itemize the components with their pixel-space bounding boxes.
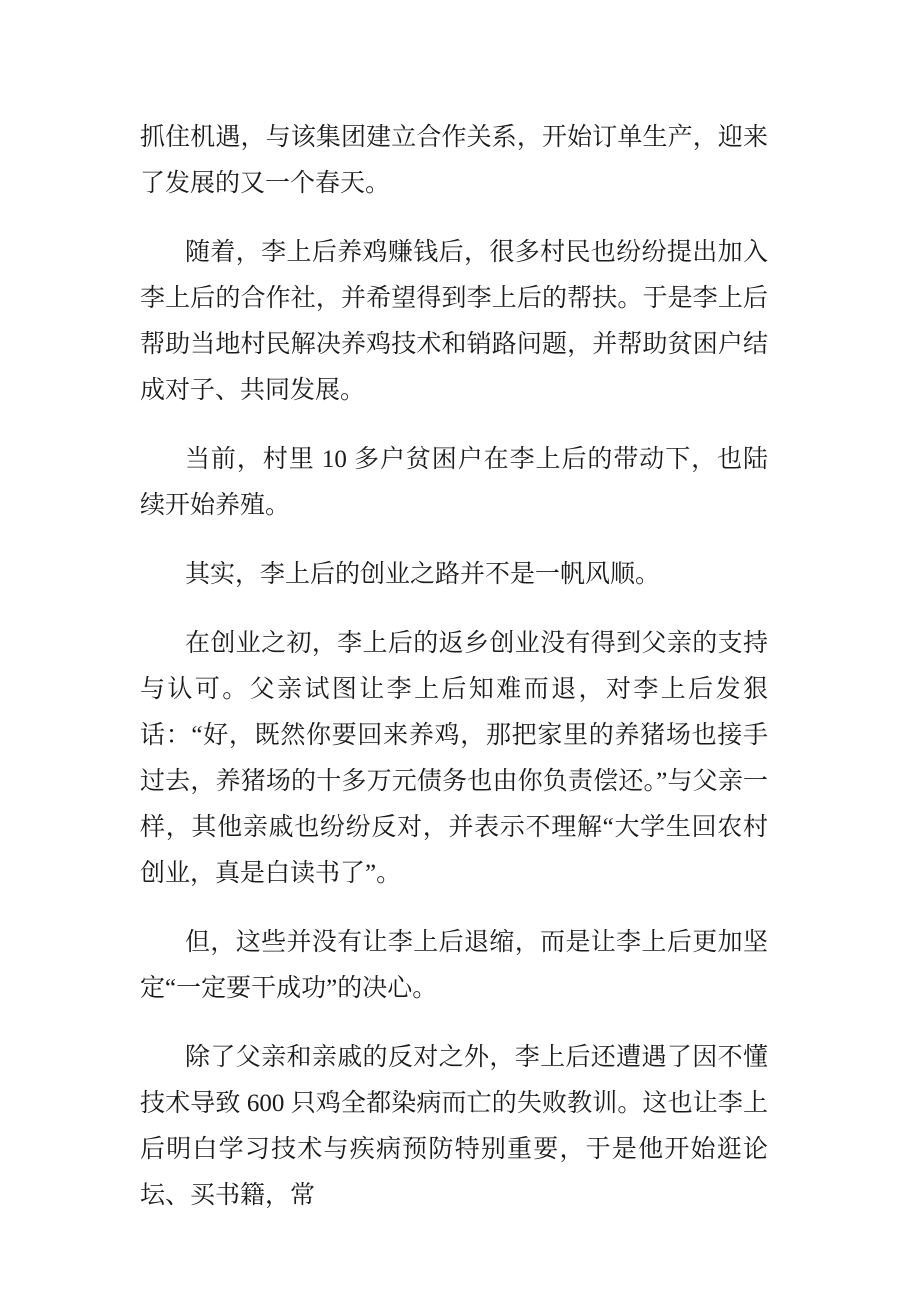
paragraph: 抓住机遇，与该集团建立合作关系，开始订单生产，迎来了发展的又一个春天。 bbox=[140, 124, 768, 197]
paragraph: 其实，李上后的创业之路并不是一帆风顺。 bbox=[185, 561, 661, 588]
paragraph: 在创业之初，李上后的返乡创业没有得到父亲的支持与认可。父亲试图让李上后知难而退，对李上后发狠话：“好，既然你要回来养鸡，那把家里的养猪场也接手过去，养猪场的十多万元债务也由你负责偿还。”与父亲一样，其他亲戚也纷纷反对，并表示不理解“大学生回农村创业，真是白读书了”。 bbox=[140, 630, 768, 887]
paragraph: 除了父亲和亲戚的反对之外，李上后还遭遇了因不懂技术导致 600 只鸡全都染病而亡的失败教训。这也让李上后明白学习技术与疾病预防特别重要，于是他开始逛论坛、买书籍，常 bbox=[140, 1044, 768, 1209]
paragraph: 当前，村里 10 多户贫困户在李上后的带动下，也陆续开始养殖。 bbox=[140, 446, 768, 519]
paragraph: 但，这些并没有让李上后退缩，而是让李上后更加坚定“一定要干成功”的决心。 bbox=[140, 929, 768, 1002]
paragraph: 随着，李上后养鸡赚钱后，很多村民也纷纷提出加入李上后的合作社，并希望得到李上后的帮扶。于是李上后帮助当地村民解决养鸡技术和销路问题，并帮助贫困户结成对子、共同发展。 bbox=[140, 239, 768, 404]
